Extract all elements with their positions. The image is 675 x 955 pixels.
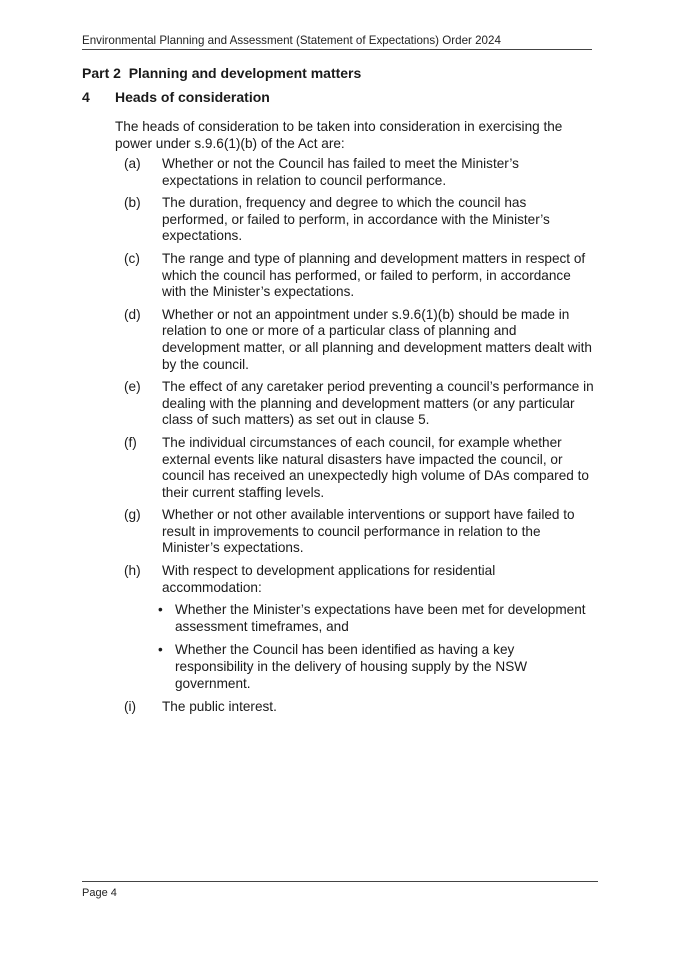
bullet-text: Whether the Council has been identified as having a key responsibility in the delivery of housing supply by the NSW government. — [175, 642, 528, 691]
part-heading: Part 2 Planning and development matters — [82, 65, 362, 81]
sub-bullet-item — [158, 642, 594, 692]
item-label: (d) — [124, 306, 141, 322]
item-text: With respect to development applications for residential accommodation: — [162, 563, 496, 595]
bullet-text: Whether the Minister’s expectations have been met for development assessment timeframes, and — [175, 602, 586, 634]
item-text: The public interest. — [162, 699, 277, 715]
bullet-icon: • — [158, 602, 163, 618]
bullet-icon: • — [158, 642, 163, 658]
clause-heading — [82, 88, 270, 106]
item-label: (e) — [124, 379, 141, 395]
item-text: The range and type of planning and development matters in respect of which the council has performed, or failed to perform, in accordance with the Minister’s expectations. — [162, 250, 586, 300]
list-item-h — [115, 563, 600, 692]
item-label: (f) — [124, 434, 137, 450]
clause-title: Heads of consideration — [115, 89, 270, 105]
item-label: (b) — [124, 195, 141, 211]
page-number: Page 4 — [82, 887, 117, 899]
item-label: (a) — [124, 156, 141, 171]
list-item-g — [115, 507, 600, 557]
item-label: (h) — [124, 563, 141, 579]
list-item-b — [115, 195, 600, 245]
item-text: Whether or not other available interventions or support have failed to result in improvements to council performance in relation to the Minister’s expectations. — [162, 507, 575, 556]
item-text: The duration, frequency and degree to which the council has performed, or failed to perform, in accordance with the Minister’s expectations. — [162, 195, 550, 244]
item-text: The individual circumstances of each council, for example whether external events like natural disasters have impacted the council, or council has received an unexpectedly high volume of DAs compared to their current staffing levels. — [162, 434, 589, 500]
list-item-f — [115, 435, 600, 501]
running-header: Environmental Planning and Assessment (Statement of Expectations) Order 2024 — [82, 34, 501, 47]
item-text: Whether or not the Council has failed to meet the Minister’s expectations in relation to council performance. — [162, 156, 519, 188]
sub-bullet-list — [158, 602, 594, 692]
header-divider — [82, 49, 592, 50]
item-label: (i) — [124, 699, 137, 715]
list-item-a — [115, 156, 600, 189]
item-label: (g) — [124, 507, 141, 523]
list-item-d — [115, 307, 600, 373]
item-text: The effect of any caretaker period preventing a council’s performance in dealing with the planning and development matters (or any particular class of such matters) as set out in clause 5. — [162, 379, 594, 428]
item-text: Whether or not an appointment under s.9.6(1)(b) should be made in relation to one or more of a particular class of planning and development matter, or all planning and development matters dealt with by the council. — [162, 306, 592, 372]
list-item-i — [115, 699, 600, 716]
item-label: (c) — [124, 250, 140, 266]
sub-bullet-item — [158, 602, 594, 635]
footer-divider — [82, 881, 598, 882]
clause-number: 4 — [82, 89, 90, 105]
heads-of-consideration-list — [115, 156, 600, 722]
clause-intro: The heads of consideration to be taken into consideration in exercising the power under s.9.6(1)(b) of the Act are: — [115, 119, 563, 151]
list-item-e — [115, 379, 600, 429]
list-item-c — [115, 251, 600, 301]
